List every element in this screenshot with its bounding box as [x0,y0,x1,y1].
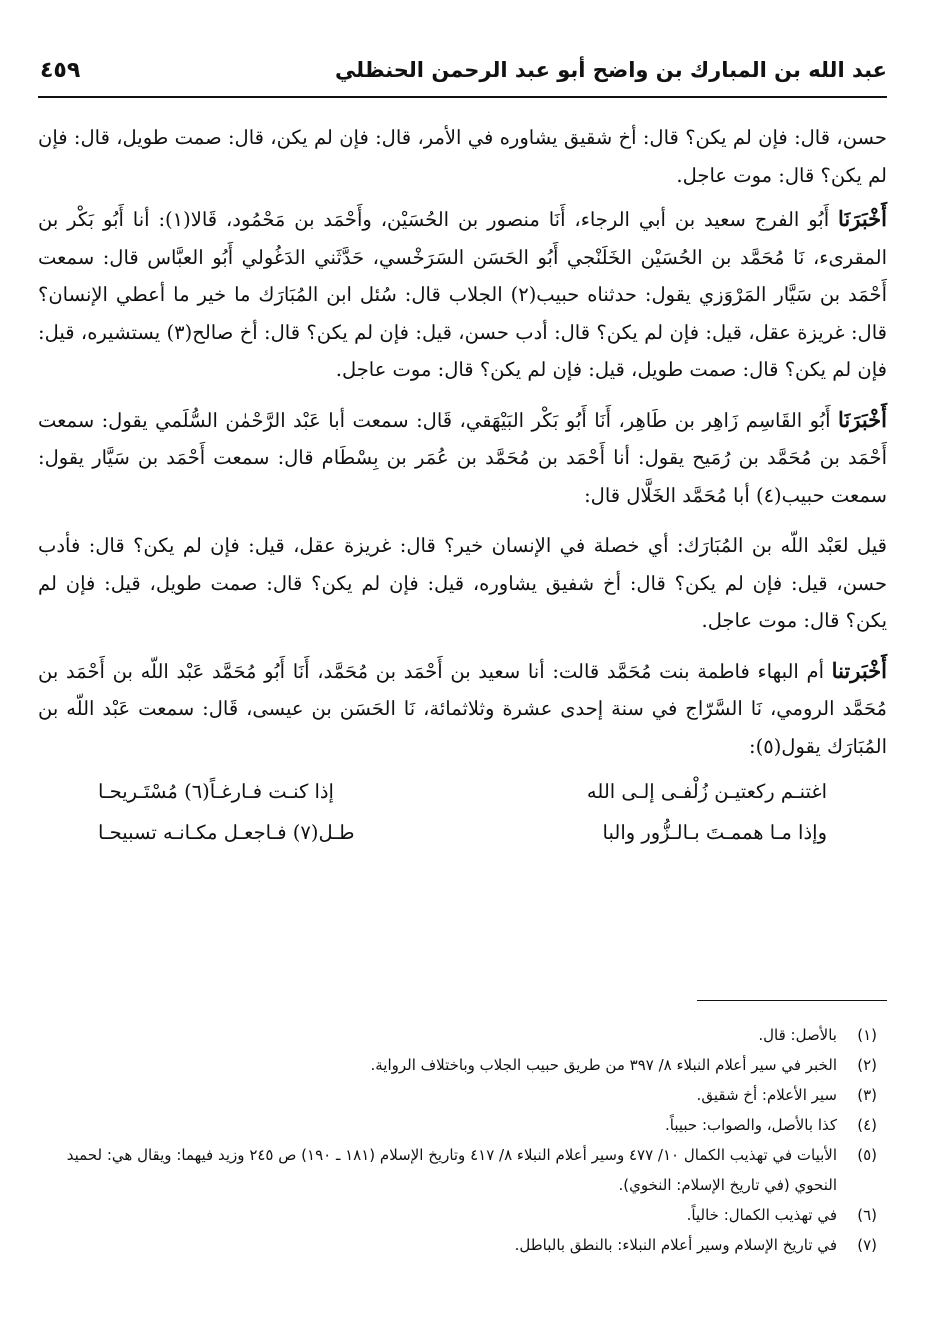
footnote-text: بالأصل: قال. [758,1026,837,1044]
footnote [38,1140,887,1200]
running-title: عبد الله بن المبارك بن واضح أبو عبد الرحمن الحنظلي [334,58,887,82]
paragraph [38,118,887,194]
paragraph-text: قيل لعَبْد اللّه بن المُبَارَك: أي خصلة في الإنسان خير؟ قال: غريزة عقل، قيل: فإن لم يكن؟ قال: فأدب حسن، قيل: فإن لم يكن؟ قال: أخ شفيق يشاوره، قيل: فإن لم يكن؟ قال: صمت طويل، قيل: فإن لم يكن؟ قال: موت عاجل. [38,534,887,632]
verse-line [98,812,827,853]
footnote-number: (٥) [857,1146,877,1164]
paragraph [38,401,887,515]
footnote-text: في تهذيب الكمال: خالياً. [686,1206,837,1224]
footnote [38,1230,887,1260]
footnote-number: (٧) [857,1236,877,1254]
footnote-separator [697,1000,887,1001]
footnote-number: (٢) [857,1056,877,1074]
verse-second-hemistich: طـل(٧) فـاجعـل مكـانـه تسبيحـا [98,821,355,844]
paragraph [38,526,887,640]
footnote-number: (٣) [857,1086,877,1104]
verse-line [98,771,827,812]
footnotes [38,1020,887,1260]
poem-verses [98,771,827,853]
footnote [38,1050,887,1080]
verse-second-hemistich: إذا كنـت فـارغـاً(٦) مُسْتَـريحـا [98,780,334,803]
footnote-text: في تاريخ الإسلام وسير أعلام النبلاء: بالنطق بالباطل. [514,1236,837,1254]
footnote-text: الخبر في سير أعلام النبلاء ٨/ ٣٩٧ من طريق حبيب الجلاب وباختلاف الرواية. [370,1056,837,1074]
paragraph-text: أم البهاء فاطمة بنت مُحَمَّد قالت: أنا سعيد بن أَحْمَد بن مُحَمَّد، أَنَا أَبُو مُحَمَّد عَبْد اللّه بن أَحْمَد بن مُحَمَّد الرومي، نَا السَّرّاج في سنة إحدى عشرة وثلاثمائة، نَا الحَسَن بن عيسى، قَال: سمعت عَبْد اللّه بن المُبَارَك يقول(٥): [38,659,888,758]
page-number: ٤٥٩ [40,58,81,83]
paragraph-text: حسن، قال: فإن لم يكن؟ قال: أخ شقيق يشاوره في الأمر، قال: فإن لم يكن، قال: صمت طويل، قال: فإن لم يكن؟ قال: موت عاجل. [38,126,887,187]
footnote [38,1020,887,1050]
paragraph-text: أَبُو القَاسِم زَاهِر بن طَاهِر، أَنَا أَبُو بَكْر البَيْهَقي، قَال: سمعت أبا عَبْد الرَّحْمٰن السُّلَمي يقول: سمعت أَحْمَد بن مُحَمَّد بن رُمَيح يقول: أنا أَحْمَد بن مُحَمَّد بن عُمَر بن بِسْطَام قال: سمعت أَحْمَد بن سَيَّار يقول: سمعت حبيب(٤) أبا مُحَمَّد الخَلَّال قال: [38,408,887,507]
paragraph [38,652,887,766]
footnote-number: (٦) [857,1206,877,1224]
footnote [38,1110,887,1140]
verse-first-hemistich: اغتنـم ركعتيـن زُلْفـى إلـى الله [586,780,827,803]
footnote-number: (١) [857,1026,877,1044]
paragraph-lead: أَخْبَرَنَا [838,406,887,432]
page-header [38,52,887,98]
paragraph [38,200,887,389]
paragraph-lead: أَخْبَرتنا [831,657,887,683]
verse-first-hemistich: وإذا مـا هممـتَ بـالـزُّور والبا [602,821,827,844]
footnote [38,1200,887,1230]
footnote-text: الأبيات في تهذيب الكمال ١٠/ ٤٧٧ وسير أعلام النبلاء ٨/ ٤١٧ وتاريخ الإسلام (١٨١ ـ ١٩٠) ص ٢٤٥ وزيد فيهما: ويقال هي: لحميد النحوي (في تاريخ الإسلام: النخوي). [66,1146,837,1194]
main-text [38,118,887,853]
footnote-text: كذا بالأصل، والصواب: حبيباً. [665,1116,837,1134]
paragraph-lead: أَخْبَرَنَا [838,206,887,231]
paragraph-text: أَبُو الفرج سعيد بن أبي الرجاء، أَنَا منصور بن الحُسَيْن، وأَحْمَد بن مَحْمُود، قَالا(١): أنا أَبُو بَكْر بن المقرىء، نَا مُحَمَّد بن الحُسَيْن الخَلَنْجي أَبُو الحَسَن السَرَخْسي، حَدَّثَني الدَغُولي أَبُو العبَّاس قال: سمعت أَحْمَد بن سَيَّار المَرْوَزي يقول: حدثناه حبيب(٢) الجلاب قال: سُئل ابن المُبَارَك ما خير ما أعطي الإنسان؟ قال: غريزة عقل، قيل: فإن لم يكن؟ قال: أدب حسن، قيل: فإن لم يكن؟ قال: أخ صالح(٣) يستشيره، قيل: فإن لم يكن؟ قال: صمت طويل، قيل: فإن لم يكن؟ قال: موت عاجل. [38,208,888,381]
footnote-number: (٤) [857,1116,877,1134]
footnote [38,1080,887,1110]
footnote-text: سير الأعلام: أخ شقيق. [696,1086,837,1104]
